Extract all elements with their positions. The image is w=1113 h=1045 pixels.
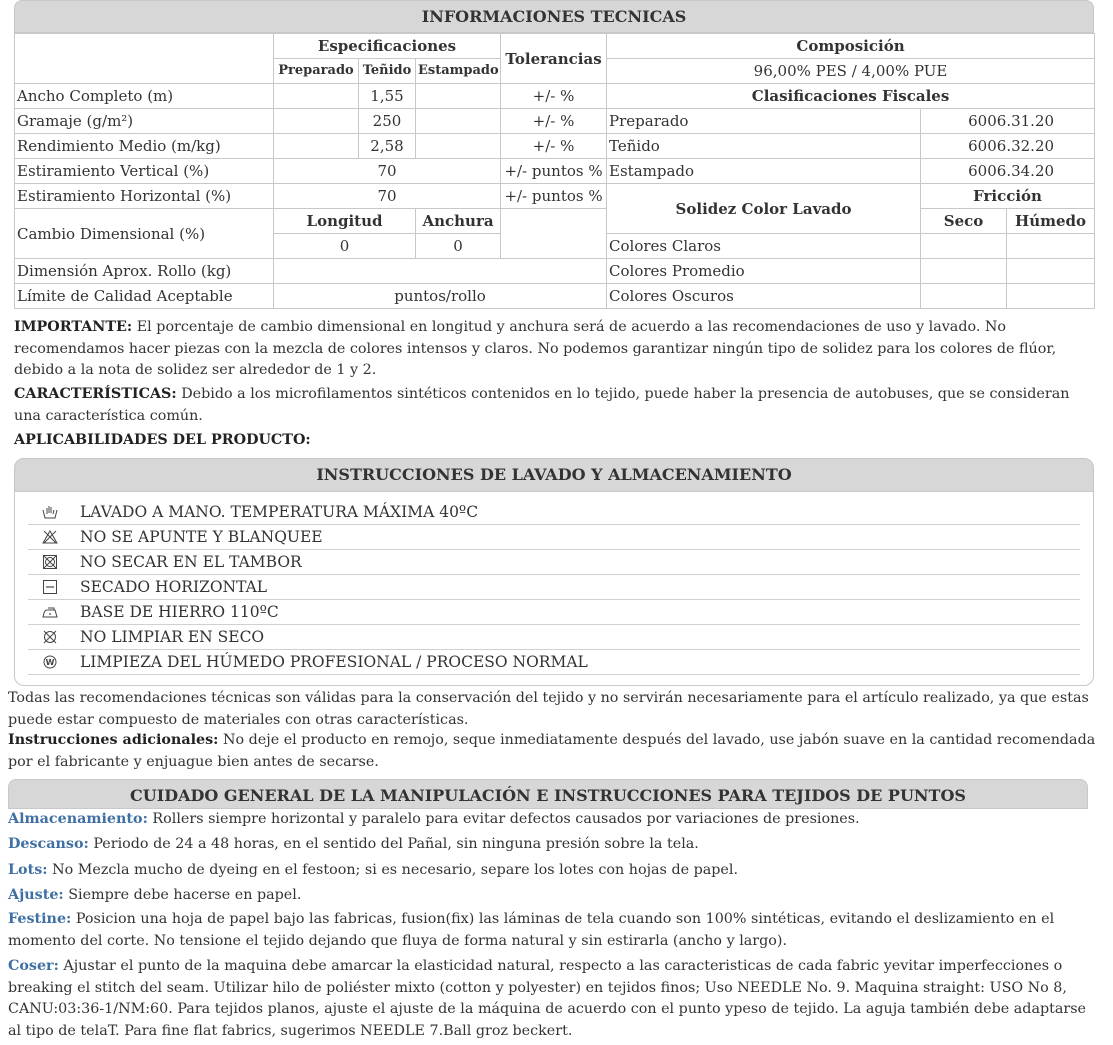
- solidez-header: Solidez Color Lavado: [607, 184, 921, 234]
- care-text: Ajustar el punto de la maquina debe amarcar la elasticidad natural, respecto a las caracteristicas de cada fabric yevitar imperfecciones o breaking el stitch del seam. Utilizar hilo de poliéster mixto (cotton y polyester) en tejidos finos; Uso NEEDLE No. 9. Maquina straight: USO No 8, CANU:03:36-1/NM:60. Para tejidos planos, ajuste el ajuste de la máquina de acuerdo con el punto ypeso de tejido. La aguja también debe adaptarse al tipo de telaT. Para fine flat fabrics, sugerimos NEEDLE 7.Ball groz beckert.: [8, 958, 1087, 1039]
- no-bleach-icon: [42, 530, 58, 544]
- rollo-label: Dimensión Aprox. Rollo (kg): [15, 259, 274, 284]
- care-item: [8, 834, 1098, 856]
- care-label: Ajuste:: [8, 887, 64, 903]
- caracteristicas-label: CARACTERÍSTICAS:: [14, 386, 177, 402]
- wash-row: [28, 600, 1080, 625]
- wash-row: [28, 625, 1080, 650]
- caracteristicas-text: Debido a los microfilamentos sintéticos contenidos en lo tejido, puede haber la presencia de autobuses, que se consideran una característica común.: [14, 386, 1070, 424]
- composicion-header: Composición: [607, 34, 1095, 59]
- fiscal-label: Preparado: [607, 109, 921, 134]
- wash-row: [28, 575, 1080, 600]
- fiscal-code: 6006.34.20: [921, 159, 1095, 184]
- recommend-text: Todas las recomendaciones técnicas son válidas para la conservación del tejido y no servirán necesariamente para el artículo realizado, ya que estas puede estar compuesto de materiales con otras características.: [8, 690, 1089, 728]
- limite-label: Límite de Calidad Aceptable: [15, 284, 274, 309]
- wash-title: INSTRUCCIONES DE LAVADO Y ALMACENAMIENTO: [316, 465, 792, 484]
- color-label: Colores Claros: [607, 234, 921, 259]
- col-tenido: Teñido: [359, 59, 416, 84]
- row-tenido: 2,58: [359, 134, 416, 159]
- care-label: Almacenamiento:: [8, 811, 148, 827]
- row-tol: +/- %: [501, 84, 607, 109]
- wash-text: NO LIMPIAR EN SECO: [80, 628, 265, 646]
- aplicabilidades-label: APLICABILIDADES DEL PRODUCTO:: [14, 432, 311, 448]
- importante-label: IMPORTANTE:: [14, 319, 133, 335]
- tech-table: [14, 33, 1095, 309]
- wash-row: [28, 550, 1080, 575]
- fiscal-label: Teñido: [607, 134, 921, 159]
- wash-text: NO SE APUNTE Y BLANQUEE: [80, 528, 323, 546]
- wash-text: BASE DE HIERRO 110ºC: [80, 603, 279, 621]
- row-label: Ancho Completo (m): [15, 84, 274, 109]
- care-label: Coser:: [8, 958, 59, 974]
- care-text: Posicion una hoja de papel bajo las fabricas, fusion(fix) las láminas de tela cuando son 100% sintéticas, evitando el deslizamiento en el momento del corte. No tensione el tejido dejando que fluya de forma natural y sin estirarla (ancho y largo).: [8, 911, 1055, 949]
- row-label: Rendimiento Medio (m/kg): [15, 134, 274, 159]
- caracteristicas-note: [14, 384, 1094, 427]
- fiscal-header: Clasificaciones Fiscales: [607, 84, 1095, 109]
- composicion-value: 96,00% PES / 4,00% PUE: [607, 59, 1095, 84]
- adicionales-label: Instrucciones adicionales:: [8, 732, 219, 748]
- row-label: Gramaje (g/m²): [15, 109, 274, 134]
- row-tenido: 1,55: [359, 84, 416, 109]
- hand-wash-icon: [42, 505, 58, 519]
- aplicabilidades-heading: [14, 430, 1094, 452]
- importante-text: El porcentaje de cambio dimensional en longitud y anchura será de acuerdo a las recomendaciones de uso y lavado. No recomendamos hacer piezas con la mezcla de colores intensos y claros. No podemos garantizar ningún tipo de solidez para los colores de flúor, debido a la nota de solidez ser alrededor de 1 y 2.: [14, 319, 1057, 378]
- care-label: Lots:: [8, 862, 48, 878]
- wet-clean-icon: [42, 655, 58, 669]
- care-text: Siempre debe hacerse en papel.: [63, 887, 302, 903]
- color-label: Colores Promedio: [607, 259, 921, 284]
- fiscal-code: 6006.32.20: [921, 134, 1095, 159]
- care-item: [8, 885, 1098, 907]
- row-tenido: 250: [359, 109, 416, 134]
- tolerancias-header: Tolerancias: [501, 34, 607, 84]
- row-label: Estiramiento Horizontal (%): [15, 184, 274, 209]
- adicionales-note: [8, 730, 1098, 773]
- adicionales-text: No deje el producto en remojo, seque inmediatamente después del lavado, use jabón suave en la cantidad recomendada por el fabricante y enjuague bien antes de secarse.: [8, 732, 1096, 770]
- no-tumble-dry-icon: [42, 555, 58, 569]
- row-value: 70: [274, 159, 501, 184]
- care-label: Descanso:: [8, 836, 89, 852]
- humedo-header: Húmedo: [1007, 209, 1095, 234]
- row-tol: +/- puntos %: [501, 159, 607, 184]
- row-label: Estiramiento Vertical (%): [15, 159, 274, 184]
- wash-row: [28, 500, 1080, 525]
- cambio-label: Cambio Dimensional (%): [15, 209, 274, 259]
- wash-text: SECADO HORIZONTAL: [80, 578, 268, 596]
- wash-section-title: [14, 458, 1094, 492]
- tech-section-title: [14, 0, 1094, 33]
- col-estampado: Estampado: [416, 59, 501, 84]
- care-text: Periodo de 24 a 48 horas, en el sentido del Pañal, sin ninguna presión sobre la tela.: [88, 836, 699, 852]
- seco-header: Seco: [921, 209, 1007, 234]
- iron-icon: [42, 605, 58, 619]
- care-item: [8, 956, 1098, 1042]
- limite-value: puntos/rollo: [274, 284, 607, 309]
- care-section-title: [8, 779, 1088, 809]
- row-tol: +/- %: [501, 109, 607, 134]
- fiscal-code: 6006.31.20: [921, 109, 1095, 134]
- specs-header: Especificaciones: [274, 34, 501, 59]
- care-text: Rollers siempre horizontal y paralelo para evitar defectos causados por variaciones de presiones.: [147, 811, 860, 827]
- longitud-header: Longitud: [274, 209, 416, 234]
- care-text: No Mezcla mucho de dyeing en el festoon; si es necesario, separe los lotes con hojas de papel.: [47, 862, 739, 878]
- dry-flat-icon: [42, 580, 58, 594]
- wash-row: [28, 650, 1080, 675]
- tech-title: INFORMACIONES TECNICAS: [421, 7, 687, 26]
- wash-row: [28, 525, 1080, 550]
- col-preparado: Preparado: [274, 59, 359, 84]
- longitud-value: 0: [274, 234, 416, 259]
- color-label: Colores Oscuros: [607, 284, 921, 309]
- row-value: 70: [274, 184, 501, 209]
- anchura-value: 0: [416, 234, 501, 259]
- fiscal-label: Estampado: [607, 159, 921, 184]
- row-tol: +/- %: [501, 134, 607, 159]
- care-item: [8, 909, 1098, 952]
- friccion-header: Fricción: [921, 184, 1095, 209]
- wash-text: LAVADO A MANO. TEMPERATURA MÁXIMA 40ºC: [80, 503, 479, 521]
- care-item: [8, 809, 1098, 831]
- anchura-header: Anchura: [416, 209, 501, 234]
- wash-text: NO SECAR EN EL TAMBOR: [80, 553, 302, 571]
- svg-text:W: W: [45, 658, 55, 667]
- care-item: [8, 860, 1098, 882]
- no-dry-clean-icon: [42, 630, 58, 644]
- care-label: Festine:: [8, 911, 72, 927]
- importante-note: [14, 317, 1094, 382]
- empty-cell: [15, 34, 274, 84]
- recommend-note: [8, 688, 1098, 731]
- row-tol: +/- puntos %: [501, 184, 607, 209]
- wash-text: LIMPIEZA DEL HÚMEDO PROFESIONAL / PROCESO NORMAL: [80, 653, 588, 671]
- care-title: CUIDADO GENERAL DE LA MANIPULACIÓN E INSTRUCCIONES PARA TEJIDOS DE PUNTOS: [130, 786, 966, 805]
